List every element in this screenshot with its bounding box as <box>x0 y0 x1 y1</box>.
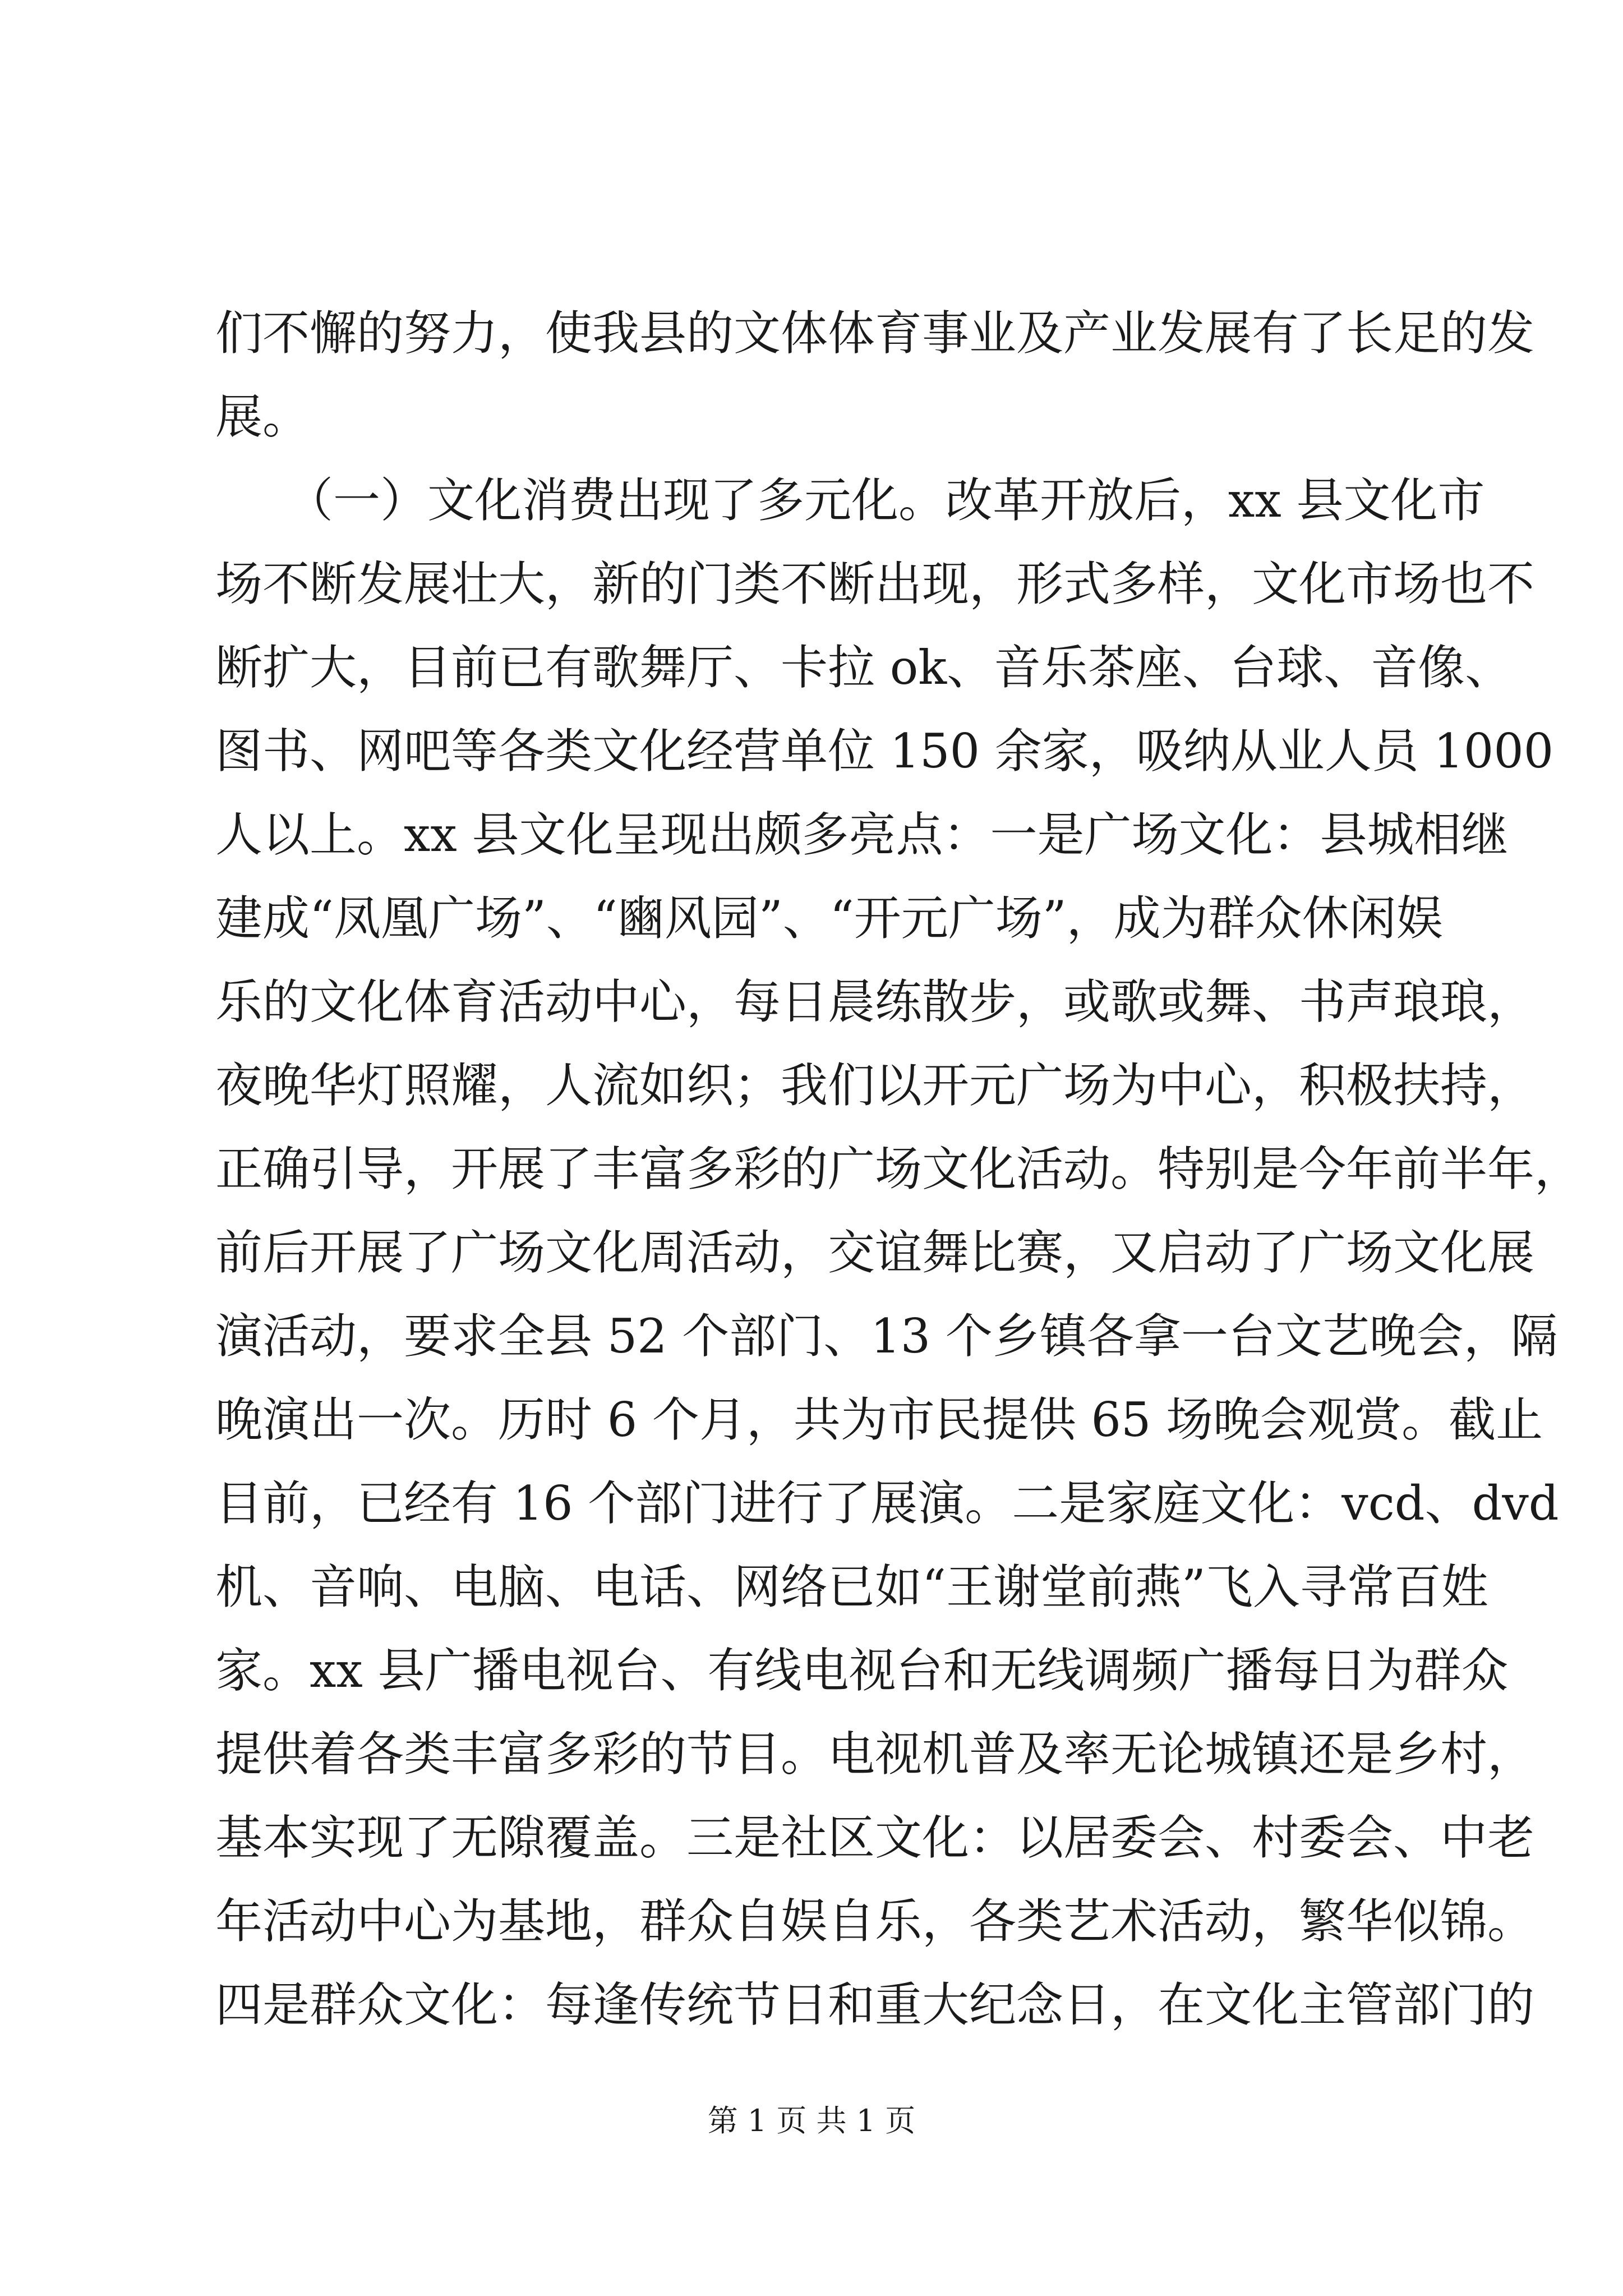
text-line: 乐的文化体育活动中心，每日晨练散步，或歌或舞、书声琅琅， <box>215 974 1535 1029</box>
text-line: 场不断发展壮大，新的门类不断出现，形式多样，文化市场也不 <box>215 556 1535 611</box>
text-line: 年活动中心为基地，群众自娱自乐，各类艺术活动，繁华似锦。 <box>215 1894 1535 1949</box>
page-number-footer: 第 1 页 共 1 页 <box>707 2103 916 2138</box>
text-line: 断扩大，目前已有歌舞厅、卡拉 ok、音乐茶座、台球、音像、 <box>215 640 1513 695</box>
text-line: 人以上。xx 县文化呈现出颇多亮点：一是广场文化：县城相继 <box>215 807 1509 862</box>
text-line: 目前，已经有 16 个部门进行了展演。二是家庭文化：vcd、dvd <box>215 1476 1559 1531</box>
text-line: 基本实现了无隙覆盖。三是社区文化：以居委会、村委会、中老 <box>215 1810 1535 1865</box>
text-line: 建成“凤凰广场”、“豳风园”、“开元广场”，成为群众休闲娱 <box>215 891 1444 946</box>
text-line: 夜晚华灯照耀，人流如织；我们以开元广场为中心，积极扶持， <box>215 1058 1535 1113</box>
text-line: （一）文化消费出现了多元化。改革开放后，xx 县文化市 <box>215 473 1485 528</box>
text-line: 晚演出一次。历时 6 个月，共为市民提供 65 场晚会观赏。截止 <box>215 1392 1543 1447</box>
text-line: 提供着各类丰富多彩的节目。电视机普及率无论城镇还是乡村， <box>215 1727 1535 1782</box>
document-body <box>215 292 1582 2047</box>
text-line: 展。 <box>215 389 310 444</box>
text-line: 前后开展了广场文化周活动，交谊舞比赛，又启动了广场文化展 <box>215 1225 1535 1280</box>
text-line: 四是群众文化：每逢传统节日和重大纪念日，在文化主管部门的 <box>215 1977 1535 2032</box>
text-line: 机、音响、电脑、电话、网络已如“王谢堂前燕”飞入寻常百姓 <box>215 1559 1488 1614</box>
text-line: 正确引导，开展了丰富多彩的广场文化活动。特别是今年前半年， <box>215 1142 1582 1197</box>
text-line: 图书、网吧等各类文化经营单位 150 余家，吸纳从业人员 1000 <box>215 724 1554 779</box>
text-line: 演活动，要求全县 52 个部门、13 个乡镇各拿一台文艺晚会，隔 <box>215 1309 1558 1364</box>
text-line: 们不懈的努力，使我县的文体体育事业及产业发展有了长足的发 <box>215 306 1535 361</box>
text-line: 家。xx 县广播电视台、有线电视台和无线调频广播每日为群众 <box>215 1643 1509 1698</box>
